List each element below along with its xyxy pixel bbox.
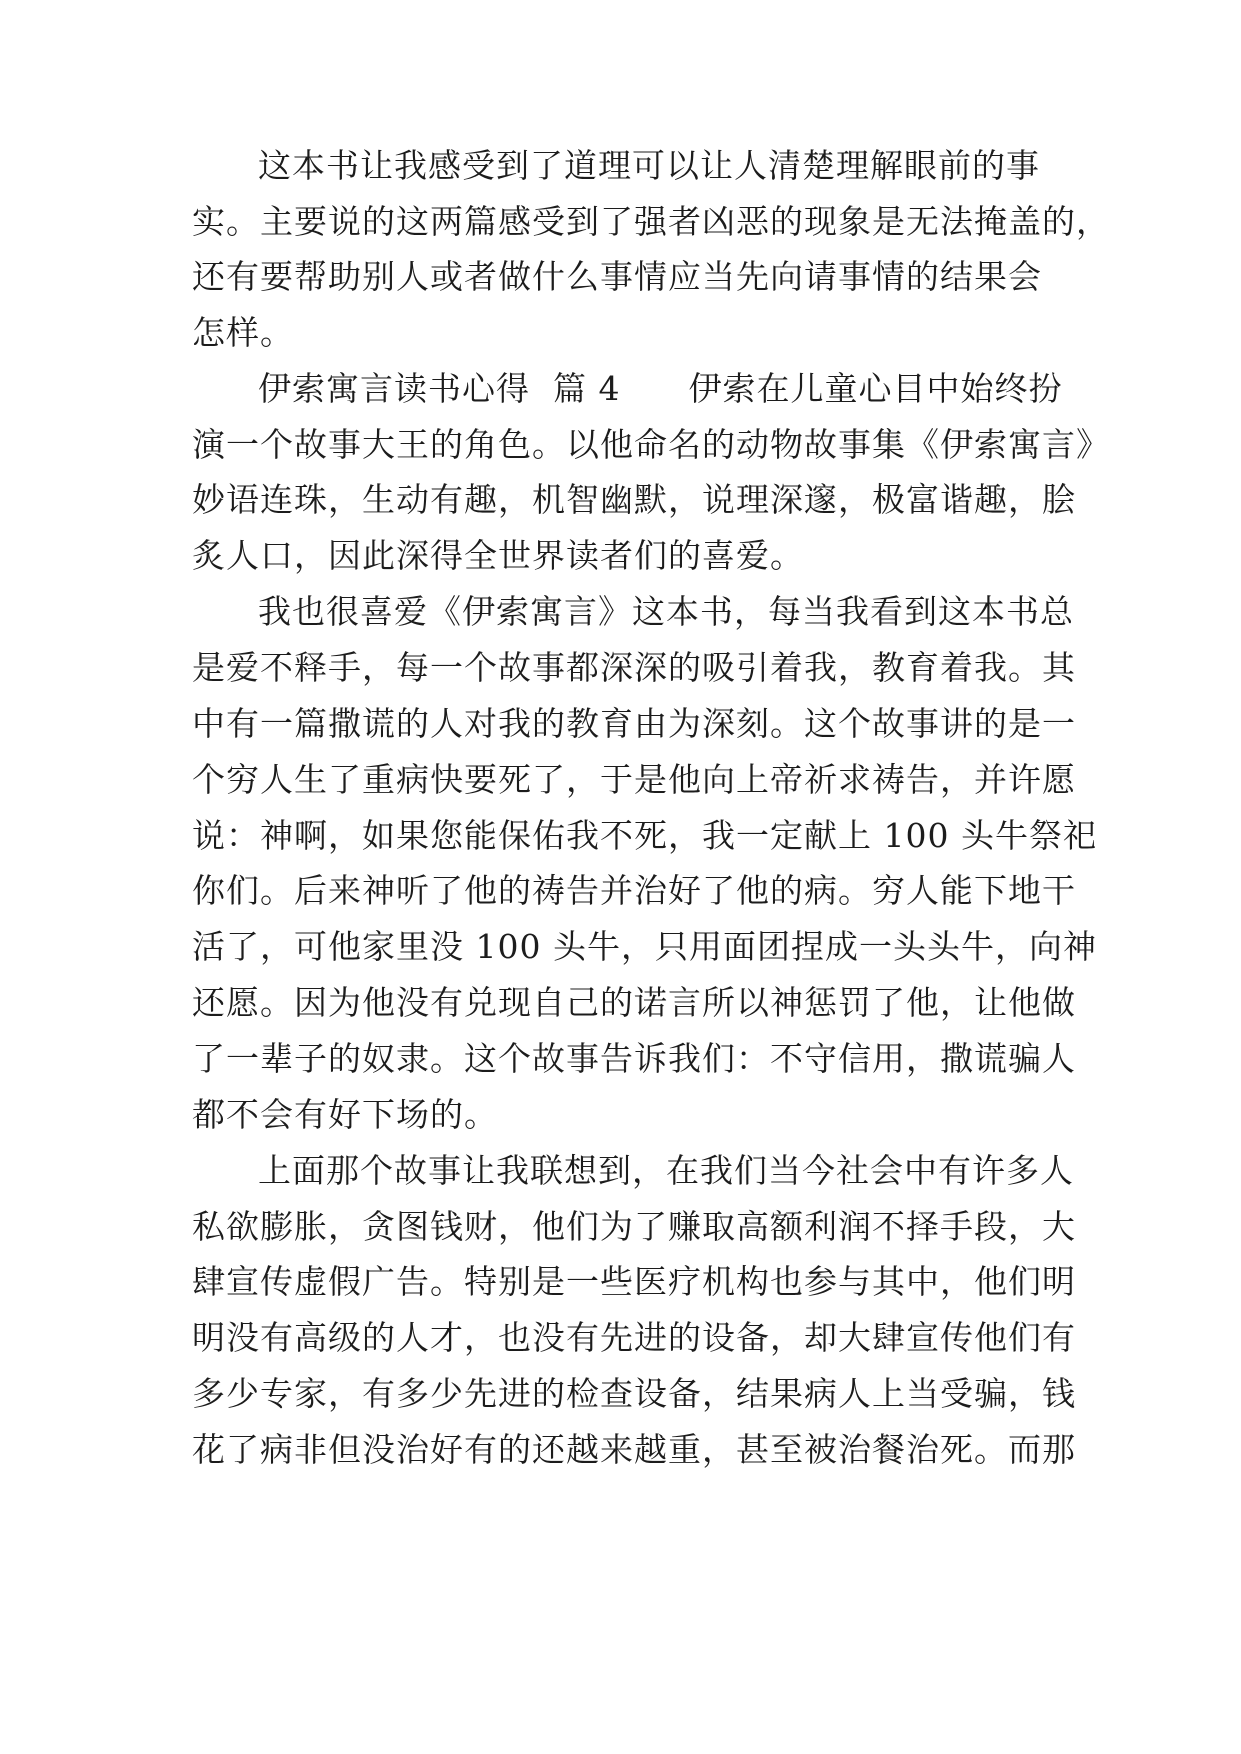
- paragraph-3-line-10: 都不会有好下场的。: [192, 1095, 498, 1134]
- paragraph-4-line-6: 花了病非但没治好有的还越来越重，甚至被治餐治死。而那: [192, 1430, 1076, 1469]
- paragraph-3-line-8: 还愿。因为他没有兑现自己的诺言所以神惩罚了他，让他做: [192, 983, 1076, 1022]
- paragraph-3-line-1: 我也很喜爱《伊索寓言》这本书，每当我看到这本书总: [258, 592, 1074, 631]
- paragraph-3-line-5: 说：神啊，如果您能保佑我不死，我一定献上 100 头牛祭祀: [192, 816, 1097, 855]
- paragraph-1-line-4: 怎样。: [192, 313, 294, 352]
- paragraph-1-line-1: 这本书让我感受到了道理可以让人清楚理解眼前的事: [258, 146, 1040, 185]
- paragraph-3-line-9: 了一辈子的奴隶。这个故事告诉我们：不守信用，撒谎骗人: [192, 1039, 1076, 1078]
- paragraph-4-line-4: 明没有高级的人才，也没有先进的设备，却大肆宣传他们有: [192, 1318, 1076, 1357]
- paragraph-2-line-1: 演一个故事大王的角色。以他命名的动物故事集《伊索寓言》: [192, 425, 1110, 464]
- paragraph-3-line-7: 活了，可他家里没 100 头牛，只用面团捏成一头头牛，向神: [192, 927, 1097, 966]
- paragraph-1-line-2: 实。主要说的这两篇感受到了强者凶恶的现象是无法掩盖的，: [192, 202, 1110, 241]
- paragraph-4-line-5: 多少专家，有多少先进的检查设备，结果病人上当受骗，钱: [192, 1374, 1076, 1413]
- section-heading: 伊索寓言读书心得 篇 4: [258, 369, 621, 408]
- paragraph-3-line-4: 个穷人生了重病快要死了，于是他向上帝祈求祷告，并许愿: [192, 760, 1076, 799]
- paragraph-2-line-3: 炙人口，因此深得全世界读者们的喜爱。: [192, 536, 804, 575]
- paragraph-4-line-3: 肆宣传虚假广告。特别是一些医疗机构也参与其中，他们明: [192, 1262, 1076, 1301]
- section-heading-line: [258, 369, 1062, 409]
- paragraph-1-line-3: 还有要帮助别人或者做什么事情应当先向请事情的结果会: [192, 257, 1042, 296]
- paragraph-4-line-1: 上面那个故事让我联想到，在我们当今社会中有许多人: [258, 1151, 1074, 1190]
- section-heading-continuation: 伊索在儿童心目中始终扮: [688, 369, 1063, 408]
- paragraph-3-line-6: 你们。后来神听了他的祷告并治好了他的病。穷人能下地干: [192, 871, 1076, 910]
- paragraph-2-line-2: 妙语连珠，生动有趣，机智幽默，说理深邃，极富谐趣，脍: [192, 480, 1076, 519]
- paragraph-3-line-2: 是爱不释手，每一个故事都深深的吸引着我，教育着我。其: [192, 648, 1076, 687]
- paragraph-4-line-2: 私欲膨胀，贪图钱财，他们为了赚取高额利润不择手段，大: [192, 1207, 1076, 1246]
- paragraph-3-line-3: 中有一篇撒谎的人对我的教育由为深刻。这个故事讲的是一: [192, 704, 1076, 743]
